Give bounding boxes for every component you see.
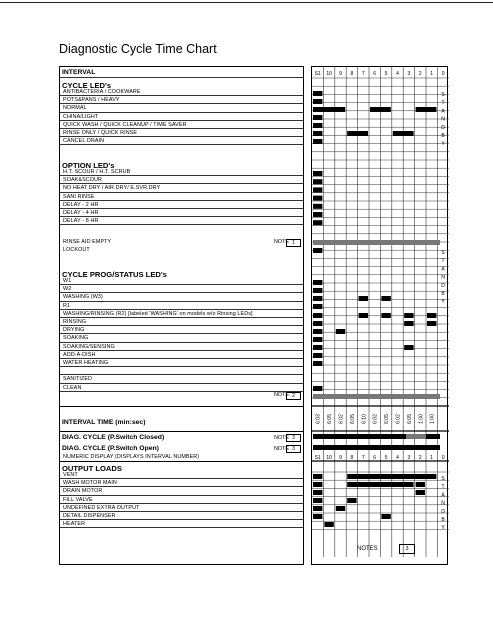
interval-time-value: 6:02: [338, 414, 345, 424]
side-letter: Y: [441, 141, 445, 148]
label-row: [60, 480, 303, 487]
row-label: RINSE ONLY / QUICK RINSE: [63, 130, 138, 136]
interval-header-row: [60, 67, 303, 78]
side-letter: S: [441, 92, 445, 98]
active-cell: [381, 514, 390, 519]
numeric-display-value: 2: [418, 455, 422, 461]
timing-grid-panel: [311, 66, 448, 565]
column-header: 5: [384, 71, 388, 77]
row-label: VENT: [63, 472, 78, 478]
active-cell: [313, 482, 322, 487]
column-header: 2: [418, 71, 422, 77]
row-label: QUICK WASH / QUICK CLEANUP / TIME SAVER: [63, 121, 187, 128]
interval-time-value: 6:05: [406, 414, 413, 424]
label-row: [60, 89, 303, 96]
row-label: WATER HEATING: [63, 360, 109, 366]
active-cell: [347, 482, 413, 487]
row-label: CANCEL DRAIN: [63, 138, 105, 145]
row-label: WASHING/RINSING (R2) [labeled 'WASHING' on models w/o Rinsing LEDs]: [63, 310, 253, 317]
label-row: [60, 319, 303, 326]
active-cell: [313, 288, 322, 293]
rinse-aid-bar: [313, 240, 440, 245]
label-row: [60, 497, 303, 504]
active-cell: [347, 474, 436, 479]
side-letter: A: [441, 108, 445, 115]
label-row: [60, 376, 303, 383]
active-cell: [404, 313, 413, 318]
active-cell: [313, 474, 322, 479]
page-title: Diagnostic Cycle Time Chart: [59, 42, 217, 56]
label-row: [60, 122, 303, 129]
active-cell: [336, 506, 345, 511]
row-label: H.T. SCOUR / H.T. SCRUB: [63, 169, 131, 175]
labels-panel: [59, 66, 304, 565]
note-2-box: 2: [286, 392, 301, 400]
active-cell: [313, 353, 322, 358]
label-row: [60, 202, 303, 209]
rinse-aid-empty-label: RINSE AID EMPTY: [63, 239, 112, 245]
side-letter: B: [441, 291, 445, 297]
row-label: SANITIZED: [63, 376, 93, 383]
lockout-label: LOCKOUT: [63, 247, 90, 253]
side-letter: A: [441, 266, 445, 273]
column-header: 4: [396, 71, 399, 77]
label-row: [60, 130, 303, 137]
active-cell: [313, 131, 322, 136]
active-cell: [313, 171, 322, 176]
label-row: [60, 368, 303, 375]
active-cell: [313, 280, 322, 285]
active-cell: [313, 361, 322, 366]
row-label: DELAY - 8 HR: [63, 218, 99, 225]
label-row: [60, 278, 303, 285]
row-label: SOAKING/SENSING: [63, 343, 115, 350]
label-row: [60, 505, 303, 512]
active-cell: [336, 329, 345, 334]
row-label: ANTIBACTERIA / COOKWARE: [63, 89, 141, 95]
active-cell: [313, 321, 322, 326]
active-cell: [393, 131, 414, 136]
row-label: SOAKING: [63, 335, 89, 342]
label-row: [60, 114, 303, 121]
active-cell: [404, 321, 413, 326]
interval-time-value: 6:05: [327, 414, 334, 424]
side-letter: D: [441, 508, 445, 515]
side-letter: N: [441, 116, 445, 123]
active-cell: [313, 179, 322, 184]
active-cell: [313, 196, 322, 201]
numeric-display-value: 1: [430, 455, 434, 461]
numeric-display-value: 6: [373, 455, 377, 461]
output-loads-header: OUTPUT LOADS: [62, 464, 122, 473]
column-header: 8: [350, 71, 354, 77]
active-cell: [381, 313, 390, 318]
label-row: [60, 360, 303, 367]
diag-open-header: DIAG. CYCLE (P.Switch Open): [62, 445, 159, 452]
active-cell: [324, 522, 333, 527]
note-1-box: 1: [286, 239, 301, 247]
side-letter: B: [441, 517, 445, 523]
active-cell: [313, 115, 322, 120]
notes-box: 3: [399, 544, 415, 554]
side-letter: D: [441, 282, 445, 289]
active-cell: [313, 490, 322, 495]
timing-grid: [312, 67, 449, 566]
active-cell: [416, 482, 425, 487]
row-label: FILL VALVE: [63, 496, 93, 503]
label-row: [60, 303, 303, 310]
row-label: ADD-A-DISH: [63, 351, 96, 358]
active-cell: [313, 329, 322, 334]
label-row: [60, 169, 303, 176]
numeric-display-value: 7: [361, 455, 365, 461]
active-cell: [313, 304, 322, 309]
active-cell: [313, 313, 322, 318]
clean-bar: [313, 394, 440, 399]
interval-time-value: 6:05: [384, 414, 391, 424]
label-row: [60, 138, 303, 145]
row-label: DRAIN MOTOR: [63, 488, 103, 495]
label-row: [60, 335, 303, 342]
label-row: [60, 185, 303, 192]
label-row: [60, 513, 303, 520]
row-label: WASHING (W3): [63, 294, 103, 301]
active-cell: [313, 139, 322, 144]
diag-closed-header: DIAG. CYCLE (P.Switch Closed): [62, 434, 165, 441]
label-row: [60, 194, 303, 201]
side-letter: N: [441, 274, 445, 281]
side-letter: S: [441, 250, 445, 256]
active-cell: [313, 99, 322, 104]
active-cell: [313, 498, 322, 503]
side-letter: T: [441, 100, 445, 107]
active-cell: [404, 345, 413, 350]
note-1-label: NOTE: [274, 239, 289, 245]
row-label: DRYING: [63, 327, 85, 334]
row-label: DELAY - 4 HR: [63, 210, 99, 216]
cycle-prog-header: CYCLE PROG/STATUS LED's: [62, 270, 167, 279]
numeric-display-value: 5: [384, 455, 388, 461]
label-row: [60, 311, 303, 318]
interval-time-value: 6:03: [315, 414, 322, 424]
label-row: [60, 97, 303, 104]
row-label: R1: [63, 302, 71, 309]
active-cell: [347, 498, 356, 503]
column-header: S1: [314, 71, 321, 77]
interval-header: INTERVAL: [62, 69, 96, 76]
row-label: CLEAN: [63, 384, 82, 391]
row-label: W2: [63, 286, 72, 293]
note-2-label: NOTE: [274, 392, 289, 398]
label-row: [60, 210, 303, 217]
column-header: 6: [373, 71, 377, 77]
separator: [60, 461, 303, 462]
active-cell: [313, 91, 322, 96]
numeric-display-value: 10: [326, 455, 332, 461]
diag-open-bar: [313, 445, 440, 450]
active-cell: [313, 187, 322, 192]
side-letter: Y: [441, 525, 445, 532]
active-cell: [313, 296, 322, 301]
active-cell: [427, 321, 436, 326]
interval-time-value: 6:05: [349, 414, 356, 424]
interval-time-value: 6:02: [372, 414, 379, 424]
row-label: POTS&PANS / HEAVY: [63, 97, 120, 104]
numeric-display-label: NUMERIC DISPLAY (DISPLAYS INTERVAL NUMBER): [63, 454, 200, 460]
side-letter: B: [441, 133, 445, 139]
label-row: [60, 344, 303, 351]
active-cell: [313, 506, 322, 511]
active-cell: [359, 296, 368, 301]
row-label: HEATER: [63, 521, 86, 528]
column-header: 1: [430, 71, 434, 77]
row-label: CHINA/LIGHT: [63, 113, 99, 120]
row-label: DETAIL DISPENSER: [63, 513, 116, 519]
note-3a-label: NOTE: [274, 435, 289, 441]
separator: [60, 431, 303, 432]
column-header: 7: [361, 71, 365, 77]
side-letter: S: [441, 476, 445, 482]
row-label: SOAK&SCOUR: [63, 177, 103, 184]
row-label: NO HEAT DRY / AIR DRY/ E.SVR.DRY: [63, 185, 161, 192]
side-letter: T: [441, 484, 445, 491]
label-row: [60, 352, 303, 359]
numeric-display-value: S1: [314, 455, 321, 461]
numeric-display-value: 3: [407, 455, 411, 461]
top-border-line: [0, 2, 493, 3]
label-row: [60, 472, 303, 479]
active-cell: [313, 204, 322, 209]
column-header: 10: [326, 71, 332, 77]
label-row: [60, 385, 303, 392]
label-row: [60, 521, 303, 528]
numeric-display-value: 4: [396, 455, 399, 461]
active-cell: [381, 296, 390, 301]
label-row: [60, 177, 303, 184]
active-cell: [313, 514, 322, 519]
active-cell: [313, 107, 345, 112]
active-cell: [416, 107, 437, 112]
label-row: [60, 105, 303, 112]
row-label: W1: [63, 278, 72, 284]
diag-closed-grey: [406, 434, 426, 439]
row-label: RINSING: [63, 319, 87, 325]
interval-time-value: 1:00: [429, 414, 436, 424]
side-letter: N: [441, 500, 445, 507]
label-row: [60, 488, 303, 495]
row-label: WASH MOTOR MAIN: [63, 480, 117, 487]
numeric-display-value: 8: [350, 455, 354, 461]
active-cell: [347, 131, 368, 136]
interval-time-value: 6:02: [395, 414, 402, 424]
active-cell: [370, 107, 391, 112]
active-cell: [313, 386, 322, 391]
active-cell: [313, 123, 322, 128]
numeric-display-value: 0: [441, 455, 445, 461]
active-cell: [313, 248, 322, 253]
side-letter: T: [441, 258, 445, 265]
active-cell: [313, 212, 322, 217]
active-cell: [313, 220, 322, 225]
interval-time-value: 1:00: [418, 414, 425, 424]
numeric-display-value: 9: [339, 455, 342, 461]
cycle-leds-header: CYCLE LED's: [62, 81, 112, 90]
row-label: UNDEFINED EXTRA OUTPUT: [63, 504, 140, 511]
column-header: 9: [339, 71, 342, 77]
label-row: [60, 294, 303, 301]
interval-time-value: 6:10: [361, 414, 368, 424]
side-letter: Y: [441, 299, 445, 306]
side-letter: D: [441, 124, 445, 131]
active-cell: [416, 490, 425, 495]
row-label: SANI RINSE: [63, 193, 95, 200]
row-label: DELAY - 2 HR: [63, 201, 99, 208]
label-row: [60, 218, 303, 225]
active-cell: [427, 313, 436, 318]
interval-time-header: INTERVAL TIME (min:sec): [62, 419, 146, 426]
side-letter: A: [441, 492, 445, 499]
column-header: 3: [407, 71, 411, 77]
label-row: [60, 327, 303, 334]
label-row: [60, 286, 303, 293]
note-3a-box: 3: [286, 434, 301, 442]
note-3b-box: 3: [286, 445, 301, 453]
note-3b-label: NOTE: [274, 446, 289, 452]
option-leds-header: OPTION LED's: [62, 161, 115, 170]
active-cell: [359, 313, 368, 318]
row-label: NORMAL: [63, 105, 87, 112]
active-cell: [313, 337, 322, 342]
notes-label: NOTES: [357, 546, 378, 552]
separator: [60, 406, 303, 407]
column-header: 0: [441, 71, 445, 77]
active-cell: [313, 345, 322, 350]
